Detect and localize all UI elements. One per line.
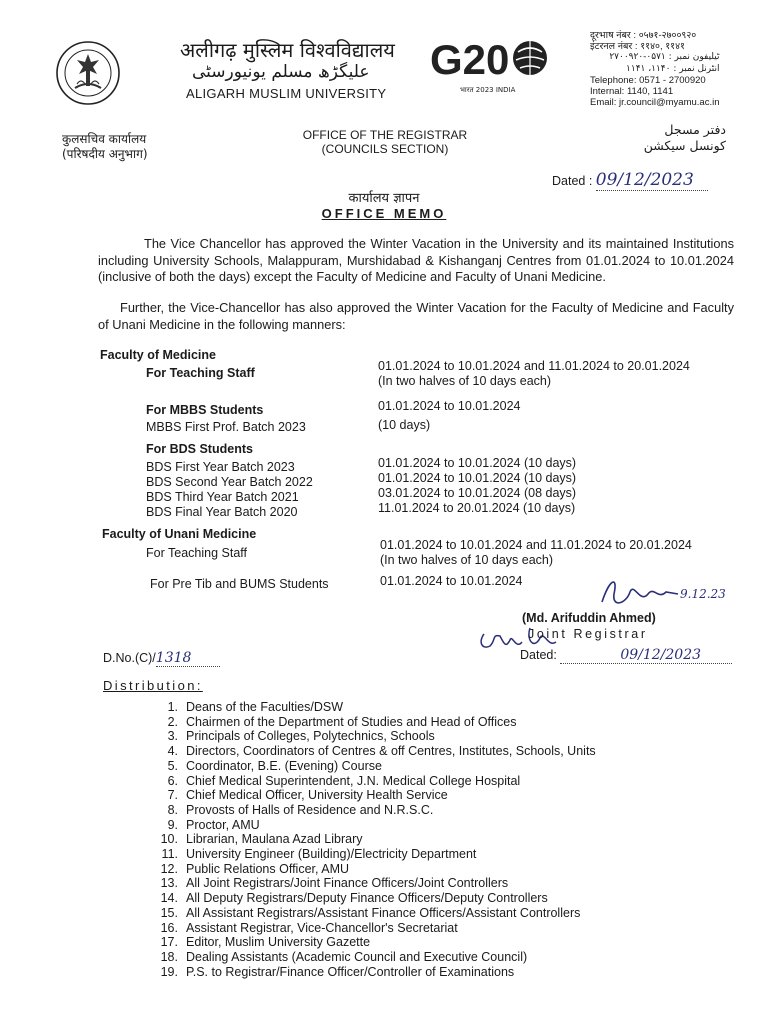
memo-title-text: OFFICE MEMO <box>321 206 447 221</box>
g20-logo-text: G20 <box>430 36 510 83</box>
list-item <box>140 862 596 877</box>
office-line1: OFFICE OF THE REGISTRAR <box>302 128 468 142</box>
distribution-list <box>140 700 596 979</box>
list-item-number: 16. <box>160 920 178 935</box>
signatory-designation: Joint Registrar <box>528 627 648 641</box>
signature-dated-label: Dated: <box>520 648 557 662</box>
department-hindi-line1: कुलसचिव कार्यालय <box>62 132 147 146</box>
list-item-number: 1. <box>167 700 178 714</box>
phone-urdu: ٹیلیفون نمبر : ۰۵۷۱-۲۷۰۰۹۲۰ <box>609 52 720 63</box>
list-item-number: 14. <box>160 891 178 906</box>
list-item <box>140 906 596 921</box>
fm-teaching-label: For Teaching Staff <box>146 366 255 380</box>
list-item-text: Public Relations Officer, AMU <box>186 861 350 876</box>
mbbs-note: (10 days) <box>378 418 431 432</box>
office-of-registrar <box>280 128 490 156</box>
memo-date-label: Dated : <box>552 174 593 188</box>
list-item-text: P.S. to Registrar/Finance Officer/Controller of Examinations <box>186 964 515 979</box>
list-item <box>140 965 596 980</box>
list-item-text: Coordinator, B.E. (Evening) Course <box>186 758 382 773</box>
bds-row-label: BDS Third Year Batch 2021 <box>146 490 299 504</box>
list-item-text: Chief Medical Superintendent, J.N. Medical College Hospital <box>186 773 521 788</box>
list-item <box>140 715 596 730</box>
g20-logo <box>430 30 552 98</box>
list-item-number: 9. <box>167 817 178 832</box>
list-item <box>140 700 596 715</box>
bds-row-label: BDS Second Year Batch 2022 <box>146 475 313 489</box>
bds-row-value: 01.01.2024 to 10.01.2024 (10 days) <box>378 471 577 485</box>
mbbs-value: 01.01.2024 to 10.01.2024 <box>378 399 521 413</box>
list-item-number: 8. <box>167 802 178 817</box>
list-item-number: 2. <box>167 714 178 729</box>
list-item-text: Proctor, AMU <box>186 817 260 832</box>
list-item-text: Principals of Colleges, Polytechnics, Schools <box>186 729 435 744</box>
internal-english: Internal: 1140, 1141 <box>590 86 674 98</box>
list-item <box>140 950 596 965</box>
office-line2: (COUNCILS SECTION) <box>321 142 449 156</box>
memo-title <box>0 206 768 221</box>
amu-emblem-logo <box>55 40 121 106</box>
bds-row-label: BDS First Year Batch 2023 <box>146 460 295 474</box>
department-hindi <box>62 132 148 162</box>
pretib-value: 01.01.2024 to 10.01.2024 <box>380 574 523 588</box>
phone-hindi: दूरभाष नंबर : ०५७१-२७००९२० <box>590 30 697 41</box>
list-item <box>140 847 596 862</box>
memo-paragraph-2: Further, the Vice-Chancellor has also approved the Winter Vacation for the Faculty of Medicine and Faculty of Unani Medicine in the following manners: <box>98 300 734 332</box>
list-item <box>140 832 596 847</box>
mbbs-heading: For MBBS Students <box>146 403 264 417</box>
fum-teaching-note: (In two halves of 10 days each) <box>380 553 554 567</box>
bds-row-value: 01.01.2024 to 10.01.2024 (10 days) <box>378 456 577 470</box>
faculty-unani-heading: Faculty of Unani Medicine <box>102 527 257 541</box>
department-urdu-line1: دفتر مسجل <box>664 122 726 137</box>
department-hindi-line2: (परिषदीय अनुभाग) <box>62 147 148 161</box>
department-urdu-line2: کونسل سیکشن <box>643 138 726 153</box>
list-item-text: Directors, Coordinators of Centres & off Centres, Institutes, Schools, Units <box>186 744 596 759</box>
telephone-english: Telephone: 0571 - 2700920 <box>590 74 706 86</box>
internal-hindi: इंटरनल नंबर : ११४०, ११४१ <box>590 41 685 53</box>
fum-teaching-value: 01.01.2024 to 10.01.2024 and 11.01.2024 to 20.01.2024 <box>380 538 692 552</box>
distribution-title: Distribution: <box>103 678 203 693</box>
signatory-name: (Md. Arifuddin Ahmed) <box>522 611 656 625</box>
document-number-label: D.No.(C)/ <box>103 651 156 665</box>
bds-row-value: 03.01.2024 to 10.01.2024 (08 days) <box>378 486 577 500</box>
document-number-value: 1318 <box>155 650 192 666</box>
list-item-number: 15. <box>160 905 178 920</box>
list-item-text: All Assistant Registrars/Assistant Finance Officers/Assistant Controllers <box>186 905 581 920</box>
list-item-number: 5. <box>167 758 178 773</box>
university-name-urdu: علیگڑھ مسلم یونیورسٹی <box>192 62 370 82</box>
list-item <box>140 759 596 774</box>
list-item <box>140 891 596 906</box>
memo-date-value: 09/12/2023 <box>595 170 694 190</box>
list-item-text: Editor, Muslim University Gazette <box>186 935 371 950</box>
bds-heading: For BDS Students <box>146 442 253 456</box>
list-item-text: Deans of the Faculties/DSW <box>186 700 344 714</box>
list-item <box>140 921 596 936</box>
university-name-hindi: अलीगढ़ मुस्लिम विश्वविद्यालय <box>180 38 395 62</box>
signature-date: 9.12.23 <box>680 587 726 601</box>
email-english: Email: jr.council@myamu.ac.in <box>590 97 720 109</box>
list-item-text: University Engineer (Building)/Electricity Department <box>186 847 477 862</box>
list-item-text: All Deputy Registrars/Deputy Finance Officers/Deputy Controllers <box>186 891 548 906</box>
mbbs-label: MBBS First Prof. Batch 2023 <box>146 420 306 434</box>
pretib-label: For Pre Tib and BUMS Students <box>150 577 329 591</box>
list-item <box>140 803 596 818</box>
internal-urdu: انٹرنل نمبر : ۱۱۴۰، ۱۱۴۱ <box>626 63 720 74</box>
bds-row-value: 11.01.2024 to 20.01.2024 (10 days) <box>378 501 576 515</box>
list-item-number: 10. <box>160 832 178 847</box>
fm-teaching-note: (In two halves of 10 days each) <box>378 374 552 388</box>
signature-dated <box>520 647 732 664</box>
list-item-text: Librarian, Maulana Azad Library <box>186 832 363 847</box>
list-item <box>140 935 596 950</box>
list-item-text: Assistant Registrar, Vice-Chancellor's Secretariat <box>186 920 458 935</box>
list-item <box>140 774 596 789</box>
list-item-text: Chairmen of the Department of Studies and Head of Offices <box>186 714 517 729</box>
faculty-medicine-heading: Faculty of Medicine <box>100 348 216 362</box>
g20-logo-subtext: भारत 2023 INDIA <box>460 86 516 94</box>
fm-teaching-value: 01.01.2024 to 10.01.2024 and 11.01.2024 to 20.01.2024 <box>378 359 690 373</box>
list-item-number: 4. <box>167 744 178 759</box>
document-number <box>103 650 220 667</box>
department-urdu <box>636 122 726 154</box>
list-item <box>140 818 596 833</box>
list-item-number: 12. <box>160 861 178 876</box>
list-item <box>140 729 596 744</box>
list-item-number: 7. <box>167 788 178 803</box>
fum-teaching-label: For Teaching Staff <box>146 546 247 560</box>
list-item-number: 18. <box>160 949 178 964</box>
list-item-text: Provosts of Halls of Residence and N.R.S.C. <box>186 802 434 817</box>
list-item-number: 3. <box>167 729 178 744</box>
list-item-number: 13. <box>160 876 178 891</box>
list-item-number: 19. <box>160 964 178 979</box>
list-item-text: All Joint Registrars/Joint Finance Officers/Joint Controllers <box>186 876 509 891</box>
memo-title-hindi: कार्यालय ज्ञापन <box>348 191 420 206</box>
list-item <box>140 876 596 891</box>
list-item-number: 11. <box>161 847 178 862</box>
list-item <box>140 744 596 759</box>
list-item-number: 6. <box>167 773 178 788</box>
list-item <box>140 788 596 803</box>
handwritten-signature <box>596 574 730 614</box>
memo-paragraph-1: The Vice Chancellor has approved the Winter Vacation in the University and its maintained Institutions including University Schools, Malappuram, Murshidabad & Kishanganj Centres from 01.01.2024 to 10.01.2024 (inclusive of both the days) except the Faculty of Medicine and Faculty of Unani Medicine. <box>98 236 734 284</box>
list-item-text: Chief Medical Officer, University Health Service <box>186 788 448 803</box>
list-item-number: 17. <box>160 935 178 950</box>
university-name-english: ALIGARH MUSLIM UNIVERSITY <box>186 86 387 101</box>
signature-dated-value: 09/12/2023 <box>620 647 702 663</box>
list-item-text: Dealing Assistants (Academic Council and Executive Council) <box>186 949 528 964</box>
bds-row-label: BDS Final Year Batch 2020 <box>146 505 298 519</box>
contact-block <box>590 30 720 108</box>
